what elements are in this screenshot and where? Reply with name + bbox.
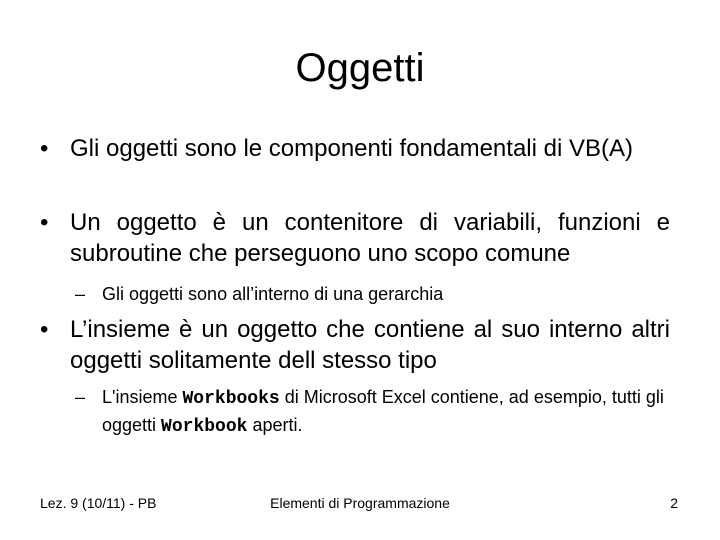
code-workbooks: Workbooks — [182, 389, 280, 409]
code-workbook: Workbook — [161, 417, 248, 437]
subbullet-text: Gli oggetti sono all’interno di una gerarchia — [102, 284, 444, 304]
subbullet-marker: – — [75, 284, 86, 304]
bullet-marker: • — [40, 316, 49, 343]
footer-course-title: Elementi di Programmazione — [270, 495, 450, 511]
bullet-marker: • — [40, 135, 49, 162]
subbullet-text-part: L'insieme — [102, 387, 183, 407]
bullet-text: L’insieme è un oggetto che contiene al suo interno altri oggetti solitamente dell stesso tipo — [70, 316, 670, 374]
subbullet-text — [102, 384, 672, 440]
subbullet-marker: – — [75, 387, 86, 407]
page-number: 2 — [670, 495, 678, 511]
subbullet-text-part: di Microsoft Excel contiene, ad esempio, tutti gli oggetti — [102, 387, 664, 435]
footer-lecture: Lez. 9 (10/11) - PB — [40, 495, 157, 511]
slide-title: Oggetti — [295, 46, 425, 90]
bullet-text: Un oggetto è un contenitore di variabili, funzioni e subroutine che perseguono uno scopo comune — [70, 209, 670, 267]
bullet-marker: • — [40, 209, 49, 236]
bullet-text: Gli oggetti sono le componenti fondamentali di VB(A) — [70, 135, 633, 162]
subbullet-text-part: aperti. — [247, 415, 303, 435]
